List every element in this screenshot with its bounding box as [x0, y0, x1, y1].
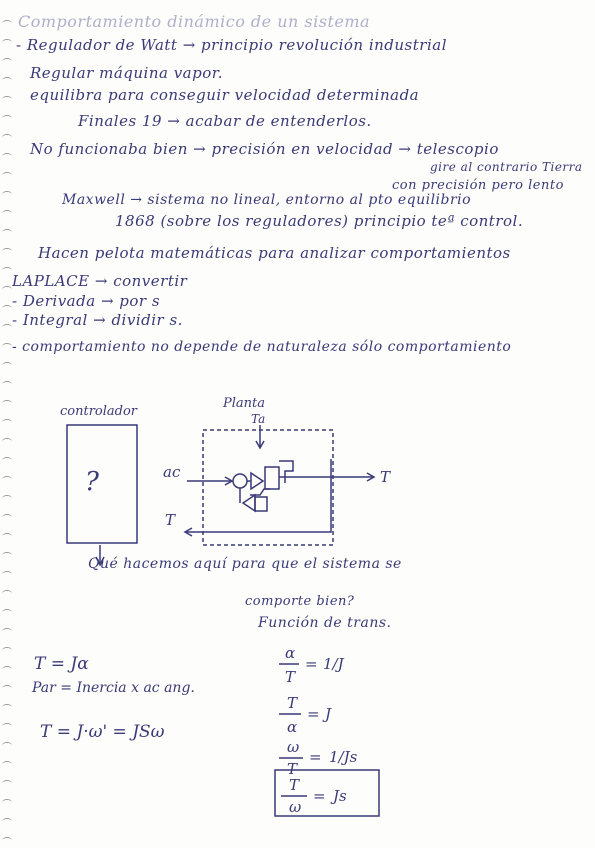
note-line-2: Regular máquina vapor. — [30, 64, 224, 82]
binding-ring — [2, 799, 12, 806]
svg-text:=: = — [307, 705, 320, 723]
binding-ring — [2, 153, 12, 160]
binding-ring — [2, 609, 12, 616]
svg-text:1/J: 1/J — [323, 655, 344, 673]
binding-ring — [2, 495, 12, 502]
binding-ring — [2, 324, 12, 331]
binding-ring — [2, 134, 12, 141]
binding-ring — [2, 305, 12, 312]
svg-text:=: = — [309, 748, 322, 766]
binding-ring — [2, 172, 12, 179]
transfer-function-label: Función de trans. — [258, 615, 392, 631]
binding-ring — [2, 210, 12, 217]
binding-ring — [2, 191, 12, 198]
block-diagram — [55, 385, 475, 570]
equation-torque: T = Jα — [34, 654, 89, 674]
svg-text:α: α — [285, 644, 296, 662]
note-line-14: - comportamiento no depende de naturaleza sólo comportamiento — [12, 339, 512, 355]
note-line-11: LAPLACE → convertir — [12, 272, 188, 290]
binding-ring — [2, 343, 12, 350]
note-line-6: gire al contrario Tierra — [430, 160, 583, 174]
question-line-1: Qué hacemos aquí para que el sistema se — [88, 556, 402, 572]
plant-label: Planta — [223, 396, 266, 411]
binding-ring — [2, 552, 12, 559]
binding-ring — [2, 514, 12, 521]
note-line-9: 1868 (sobre los reguladores) principio teª control. — [115, 212, 524, 230]
binding-ring — [2, 742, 12, 749]
t-output-label: T — [380, 468, 391, 486]
binding-ring — [2, 229, 12, 236]
note-line-4: Finales 19 → acabar de entenderlos. — [78, 112, 372, 130]
binding-ring — [2, 248, 12, 255]
svg-text:Js: Js — [333, 787, 347, 805]
svg-text:T: T — [287, 760, 298, 778]
svg-text:T: T — [289, 776, 300, 794]
binding-ring — [2, 837, 12, 844]
binding-ring — [2, 723, 12, 730]
binding-ring — [2, 115, 12, 122]
svg-text:T: T — [285, 668, 296, 686]
binding-ring — [2, 685, 12, 692]
svg-text:T: T — [287, 694, 298, 712]
binding-ring — [2, 818, 12, 825]
binding-ring — [2, 761, 12, 768]
note-line-12: - Derivada → por s — [12, 292, 161, 310]
controller-label: controlador — [60, 404, 138, 419]
svg-text:J: J — [325, 705, 332, 723]
svg-text:α: α — [287, 718, 298, 736]
equation-jsw: T = J·ω' = JSω — [40, 722, 165, 742]
binding-ring — [2, 438, 12, 445]
binding-ring — [2, 704, 12, 711]
svg-text:=: = — [305, 655, 318, 673]
note-line-1: - Regulador de Watt → principio revolución industrial — [16, 36, 447, 54]
spiral-binding — [0, 0, 16, 848]
binding-ring — [2, 590, 12, 597]
binding-ring — [2, 267, 12, 274]
plant-boundary — [203, 430, 333, 545]
binding-ring — [2, 666, 12, 673]
ta-label: Ta — [251, 412, 266, 426]
note-line-10: Hacen pelota matemáticas para analizar comportamientos — [38, 244, 511, 262]
binding-ring — [2, 780, 12, 787]
binding-ring — [2, 362, 12, 369]
note-line-5: No funcionaba bien → precisión en velocidad → telescopio — [30, 140, 499, 158]
controller-box — [67, 425, 137, 543]
binding-ring — [2, 286, 12, 293]
binding-ring — [2, 419, 12, 426]
svg-text:=: = — [313, 787, 326, 805]
binding-ring — [2, 476, 12, 483]
summing-junction — [233, 474, 247, 488]
fraction-equations — [265, 640, 395, 820]
binding-ring — [2, 381, 12, 388]
binding-ring — [2, 457, 12, 464]
binding-ring — [2, 571, 12, 578]
binding-ring — [2, 400, 12, 407]
unknown-mark: ? — [85, 467, 99, 497]
svg-text:ω: ω — [287, 738, 300, 756]
binding-ring — [2, 628, 12, 635]
svg-text:ω: ω — [289, 798, 302, 816]
note-line-13: - Integral → dividir s. — [12, 311, 183, 329]
binding-ring — [2, 533, 12, 540]
note-line-7: con precisión pero lento — [392, 178, 564, 193]
binding-ring — [2, 39, 12, 46]
question-line-2: comporte bien? — [245, 594, 355, 609]
equation-par: Par = Inercia x ac ang. — [32, 680, 195, 696]
binding-ring — [2, 647, 12, 654]
binding-ring — [2, 58, 12, 65]
binding-ring — [2, 20, 12, 27]
faded-heading: Comportamiento dinámico de un sistema — [18, 12, 371, 31]
note-line-3: equilibra para conseguir velocidad determinada — [30, 86, 420, 104]
note-line-8: Maxwell → sistema no lineal, entorno al pto equilibrio — [62, 192, 472, 208]
ac-label: ac — [163, 463, 181, 481]
t-feedback-label: T — [165, 511, 176, 529]
binding-ring — [2, 96, 12, 103]
svg-text:1/Js: 1/Js — [329, 748, 358, 766]
binding-ring — [2, 77, 12, 84]
